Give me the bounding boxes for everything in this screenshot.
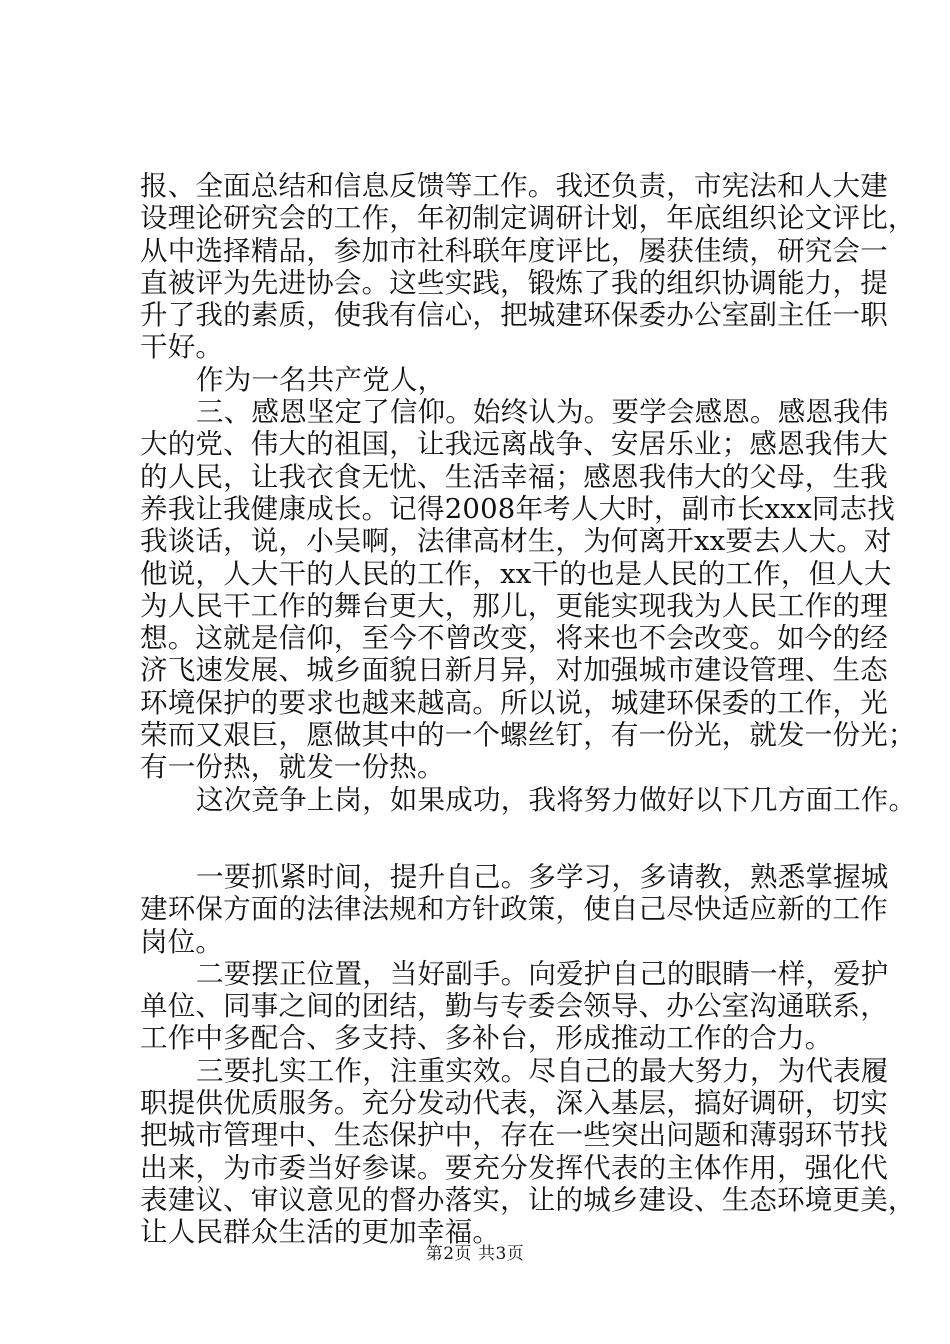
page-footer: 第2页 共3页 (425, 1244, 525, 1264)
text-line: 这次竞争上岗，如果成功，我将努力做好以下几方面工作。 (196, 783, 917, 816)
text-line: 养我让我健康成长。记得2008年考人大时，副市长xxx同志找 (140, 492, 896, 525)
text-line: 想。这就是信仰，至今不曾改变，将来也不会改变。如今的经 (140, 622, 888, 655)
text-line: 岗位。 (140, 925, 224, 958)
text-line: 表建议、审议意见的督办落实，让的城乡建设、生态环境更美， (140, 1183, 916, 1216)
text-line: 为人民干工作的舞台更大，那儿，更能实现我为人民工作的理 (140, 589, 888, 622)
text-line: 的人民，让我衣食无忧、生活幸福；感恩我伟大的父母，生我 (140, 460, 888, 493)
text-line: 一要抓紧时间，提升自己。多学习，多请教，熟悉掌握城 (196, 860, 889, 893)
text-line: 让人民群众生活的更加幸福。 (140, 1216, 501, 1249)
text-line: 他说，人大干的人民的工作，xx干的也是人民的工作，但人大 (140, 557, 892, 590)
text-line: 二要摆正位置，当好副手。向爱护自己的眼睛一样，爱护 (196, 957, 889, 990)
text-line: 报、全面总结和信息反馈等工作。我还负责，市宪法和人大建 (140, 170, 888, 202)
text-line: 荣而又艰巨，愿做其中的一个螺丝钉，有一份光，就发一份光； (140, 719, 916, 752)
text-line: 三、感恩坚定了信仰。始终认为。要学会感恩。感恩我伟 (196, 396, 889, 429)
text-line: 把城市管理中、生态保护中，存在一些突出问题和薄弱环节找 (140, 1119, 888, 1152)
text-line: 单位、同事之间的团结，勤与专委会领导、办公室沟通联系， (140, 990, 888, 1023)
text-line: 职提供优质服务。充分发动代表，深入基层，搞好调研，切实 (140, 1087, 888, 1120)
document-body (140, 170, 917, 1249)
text-line: 作为一名共产党人， (196, 363, 446, 396)
text-line: 干好。 (140, 331, 224, 364)
text-line: 从中选择精品，参加市社科联年度评比，屡获佳绩，研究会一 (140, 234, 888, 267)
text-line: 大的党、伟大的祖国，让我远离战争、安居乐业；感恩我伟大 (140, 428, 888, 461)
text-line: 工作中多配合、多支持、多补台，形成推动工作的合力。 (140, 1022, 833, 1055)
text-line: 我谈话，说，小吴啊，法律高材生，为何离开xx要去人大。对 (140, 525, 892, 558)
text-line: 三要扎实工作，注重实效。尽自己的最大努力，为代表履 (196, 1054, 889, 1087)
paragraph-gap (140, 816, 840, 861)
text-line: 有一份热，就发一份热。 (140, 751, 445, 784)
text-line: 济飞速发展、城乡面貌日新月异，对加强城市建设管理、生态 (140, 654, 888, 687)
text-line: 出来，为市委当好参谋。要充分发挥代表的主体作用，强化代 (140, 1151, 888, 1184)
text-line: 环境保护的要求也越来越高。所以说，城建环保委的工作，光 (140, 686, 888, 719)
text-line: 设理论研究会的工作，年初制定调研计划，年底组织论文评比， (140, 202, 916, 235)
text-line: 升了我的素质，使我有信心，把城建环保委办公室副主任一职 (140, 299, 888, 332)
text-line: 直被评为先进协会。这些实践，锻炼了我的组织协调能力，提 (140, 266, 888, 299)
text-line: 建环保方面的法律法规和方针政策，使自己尽快适应新的工作 (140, 893, 888, 926)
